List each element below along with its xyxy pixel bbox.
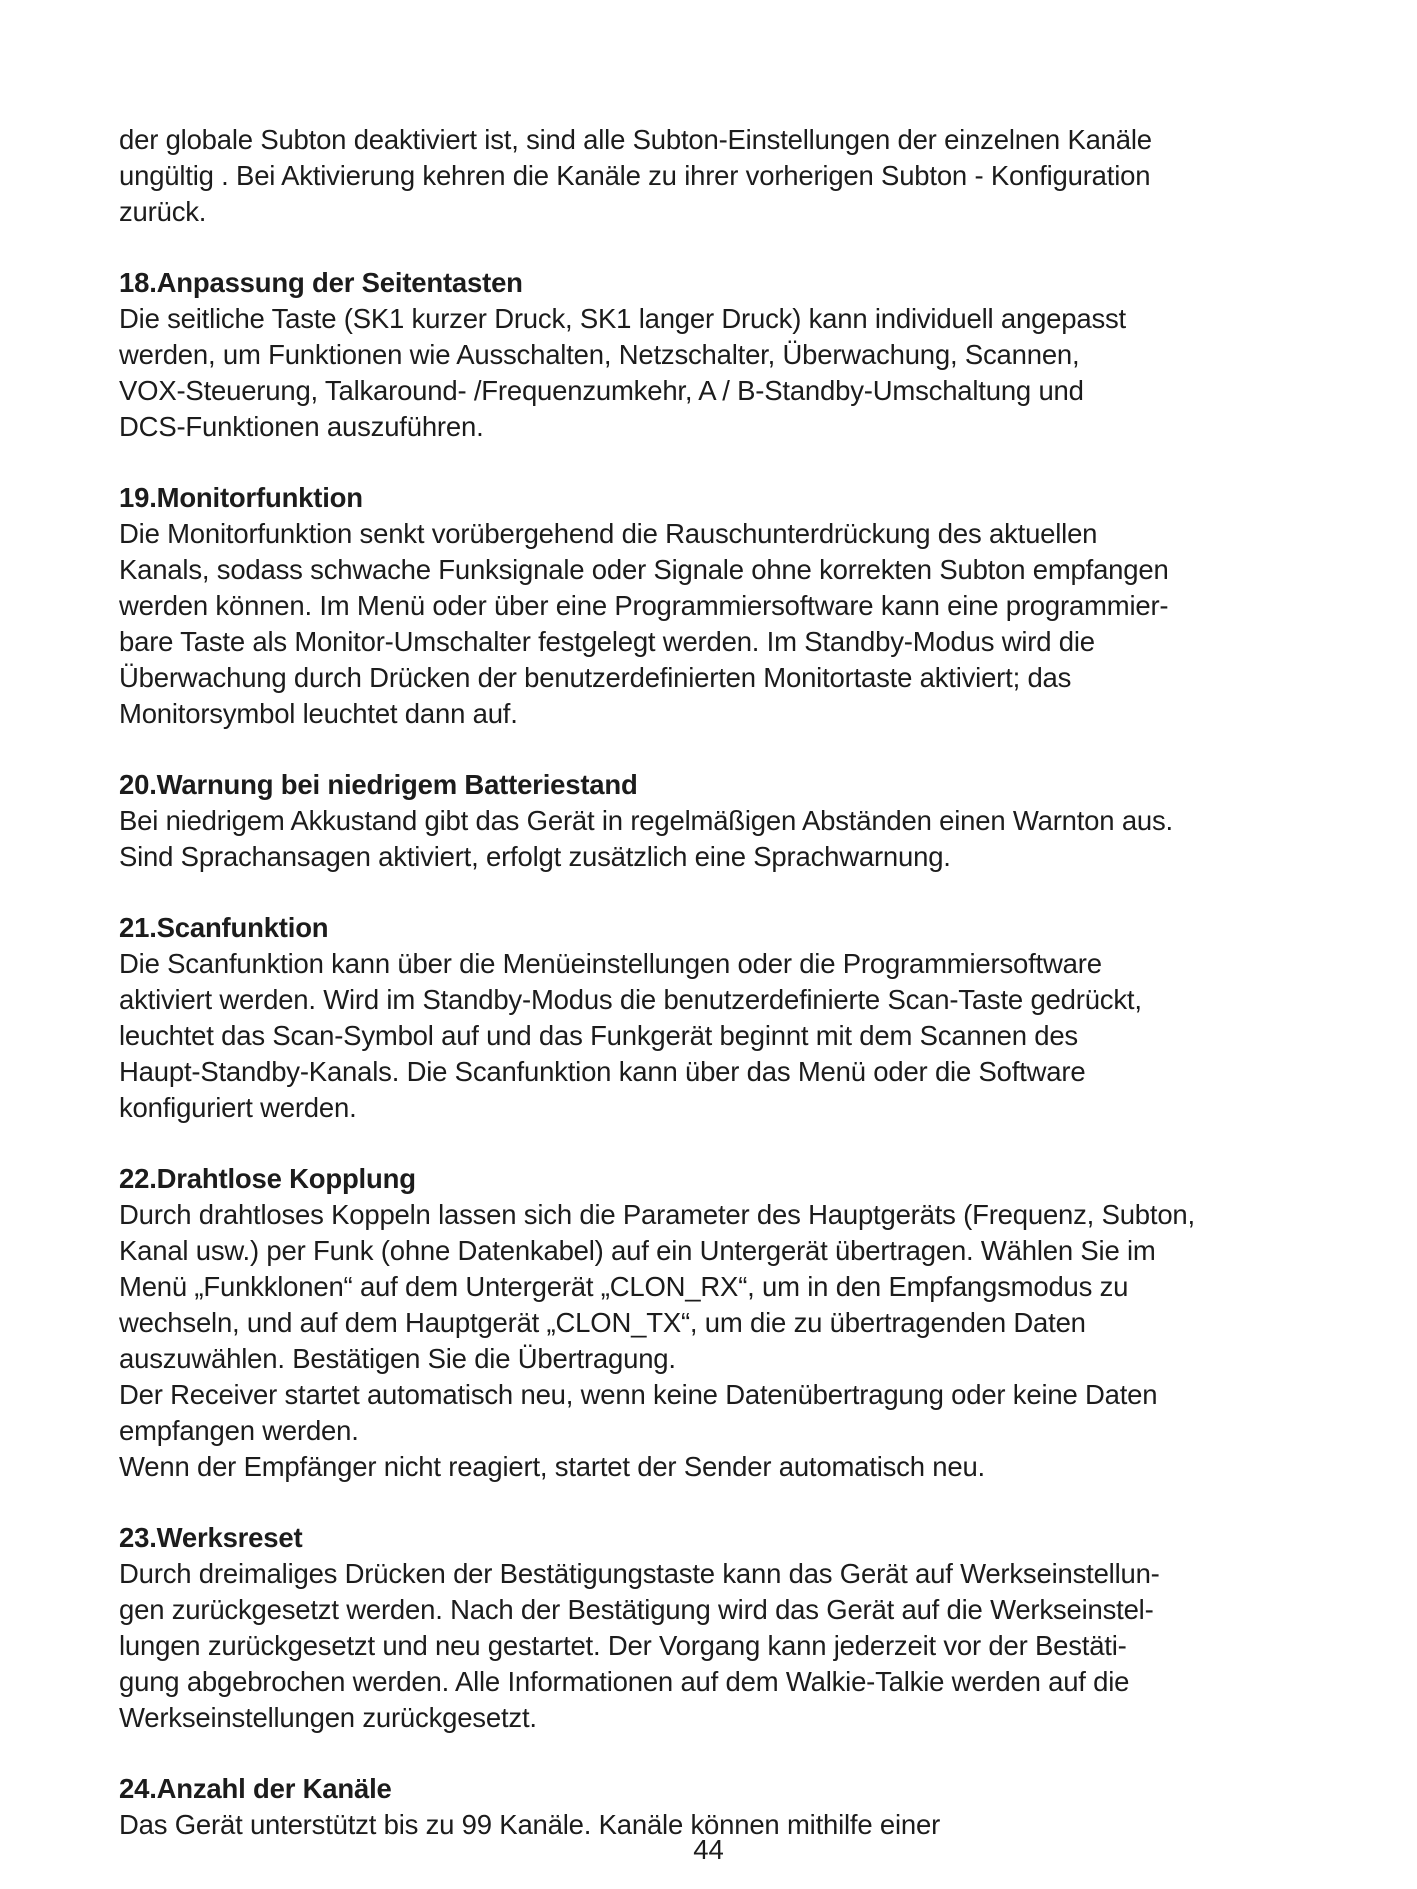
text-line: Monitorsymbol leuchtet dann auf. — [119, 698, 518, 729]
section-body — [119, 301, 1339, 445]
text-line: Durch drahtloses Koppeln lassen sich die Parameter des Hauptgeräts (Frequenz, Subton, — [119, 1199, 1195, 1230]
text-line: leuchtet das Scan-Symbol auf und das Funkgerät beginnt mit dem Scannen des — [119, 1020, 1078, 1051]
text-line: lungen zurückgesetzt und neu gestartet. Der Vorgang kann jederzeit vor der Bestäti- — [119, 1630, 1127, 1661]
text-line: VOX-Steuerung, Talkaround- /Frequenzumkehr, A / B-Standby-Umschaltung und — [119, 375, 1084, 406]
text-line: Wenn der Empfänger nicht reagiert, startet der Sender automatisch neu. — [119, 1451, 985, 1482]
section-heading: 21.Scanfunktion — [119, 912, 329, 943]
intro-paragraph — [119, 122, 1339, 230]
section-body — [119, 803, 1339, 875]
text-line: wechseln, und auf dem Hauptgerät „CLON_TX“, um die zu übertragenden Daten — [119, 1307, 1086, 1338]
text-line: empfangen werden. — [119, 1415, 359, 1446]
text-line: DCS-Funktionen auszuführen. — [119, 411, 484, 442]
section-scan-function — [119, 910, 1339, 1126]
text-line: Die Monitorfunktion senkt vorübergehend die Rauschunterdrückung des aktuellen — [119, 518, 1098, 549]
section-heading: 19.Monitorfunktion — [119, 482, 363, 513]
section-wireless-pairing — [119, 1161, 1339, 1485]
text-line: Kanals, sodass schwache Funksignale oder Signale ohne korrekten Subton empfangen — [119, 554, 1169, 585]
text-line: konfiguriert werden. — [119, 1092, 357, 1123]
section-heading: 18.Anpassung der Seitentasten — [119, 267, 523, 298]
section-body — [119, 516, 1339, 732]
section-body — [119, 1197, 1339, 1485]
section-body — [119, 1556, 1339, 1736]
text-line: Kanal usw.) per Funk (ohne Datenkabel) auf ein Untergerät übertragen. Wählen Sie im — [119, 1235, 1156, 1266]
text-line: Der Receiver startet automatisch neu, wenn keine Datenübertragung oder keine Daten — [119, 1379, 1158, 1410]
text-line: auszuwählen. Bestätigen Sie die Übertragung. — [119, 1343, 676, 1374]
text-line: Sind Sprachansagen aktiviert, erfolgt zusätzlich eine Sprachwarnung. — [119, 841, 951, 872]
section-heading: 22.Drahtlose Kopplung — [119, 1163, 416, 1194]
text-line: werden, um Funktionen wie Ausschalten, Netzschalter, Überwachung, Scannen, — [119, 339, 1080, 370]
text-line: aktiviert werden. Wird im Standby-Modus die benutzerdefinierte Scan-Taste gedrückt, — [119, 984, 1142, 1015]
text-line: der globale Subton deaktiviert ist, sind alle Subton-Einstellungen der einzelnen Kanäle — [119, 124, 1152, 155]
text-line: Durch dreimaliges Drücken der Bestätigungstaste kann das Gerät auf Werkseinstellun- — [119, 1558, 1160, 1589]
text-line: Menü „Funkklonen“ auf dem Untergerät „CLON_RX“, um in den Empfangsmodus zu — [119, 1271, 1129, 1302]
section-low-battery-warning — [119, 767, 1339, 875]
text-line: Werkseinstellungen zurückgesetzt. — [119, 1702, 537, 1733]
text-line: gen zurückgesetzt werden. Nach der Bestätigung wird das Gerät auf die Werkseinstel- — [119, 1594, 1154, 1625]
section-side-keys — [119, 265, 1339, 445]
text-line: zurück. — [119, 196, 207, 227]
document-page — [119, 122, 1339, 1843]
text-line: bare Taste als Monitor-Umschalter festgelegt werden. Im Standby-Modus wird die — [119, 626, 1095, 657]
section-body — [119, 946, 1339, 1126]
text-line: Haupt-Standby-Kanals. Die Scanfunktion kann über das Menü oder die Software — [119, 1056, 1086, 1087]
text-line: Die seitliche Taste (SK1 kurzer Druck, SK1 langer Druck) kann individuell angepasst — [119, 303, 1126, 334]
text-line: werden können. Im Menü oder über eine Programmiersoftware kann eine programmier- — [119, 590, 1169, 621]
text-line: ungültig . Bei Aktivierung kehren die Kanäle zu ihrer vorherigen Subton - Konfiguration — [119, 160, 1151, 191]
page-number: 44 — [693, 1834, 724, 1865]
text-line: Die Scanfunktion kann über die Menüeinstellungen oder die Programmiersoftware — [119, 948, 1102, 979]
section-heading: 24.Anzahl der Kanäle — [119, 1773, 392, 1804]
text-line: Das Gerät unterstützt bis zu 99 Kanäle. Kanäle können mithilfe einer — [119, 1809, 941, 1840]
text-line: Überwachung durch Drücken der benutzerdefinierten Monitortaste aktiviert; das — [119, 662, 1072, 693]
section-heading: 20.Warnung bei niedrigem Batteriestand — [119, 769, 638, 800]
section-factory-reset — [119, 1520, 1339, 1736]
text-line: gung abgebrochen werden. Alle Informationen auf dem Walkie-Talkie werden auf die — [119, 1666, 1130, 1697]
section-heading: 23.Werksreset — [119, 1522, 303, 1553]
text-line: Bei niedrigem Akkustand gibt das Gerät in regelmäßigen Abständen einen Warnton aus. — [119, 805, 1173, 836]
section-monitor-function — [119, 480, 1339, 732]
